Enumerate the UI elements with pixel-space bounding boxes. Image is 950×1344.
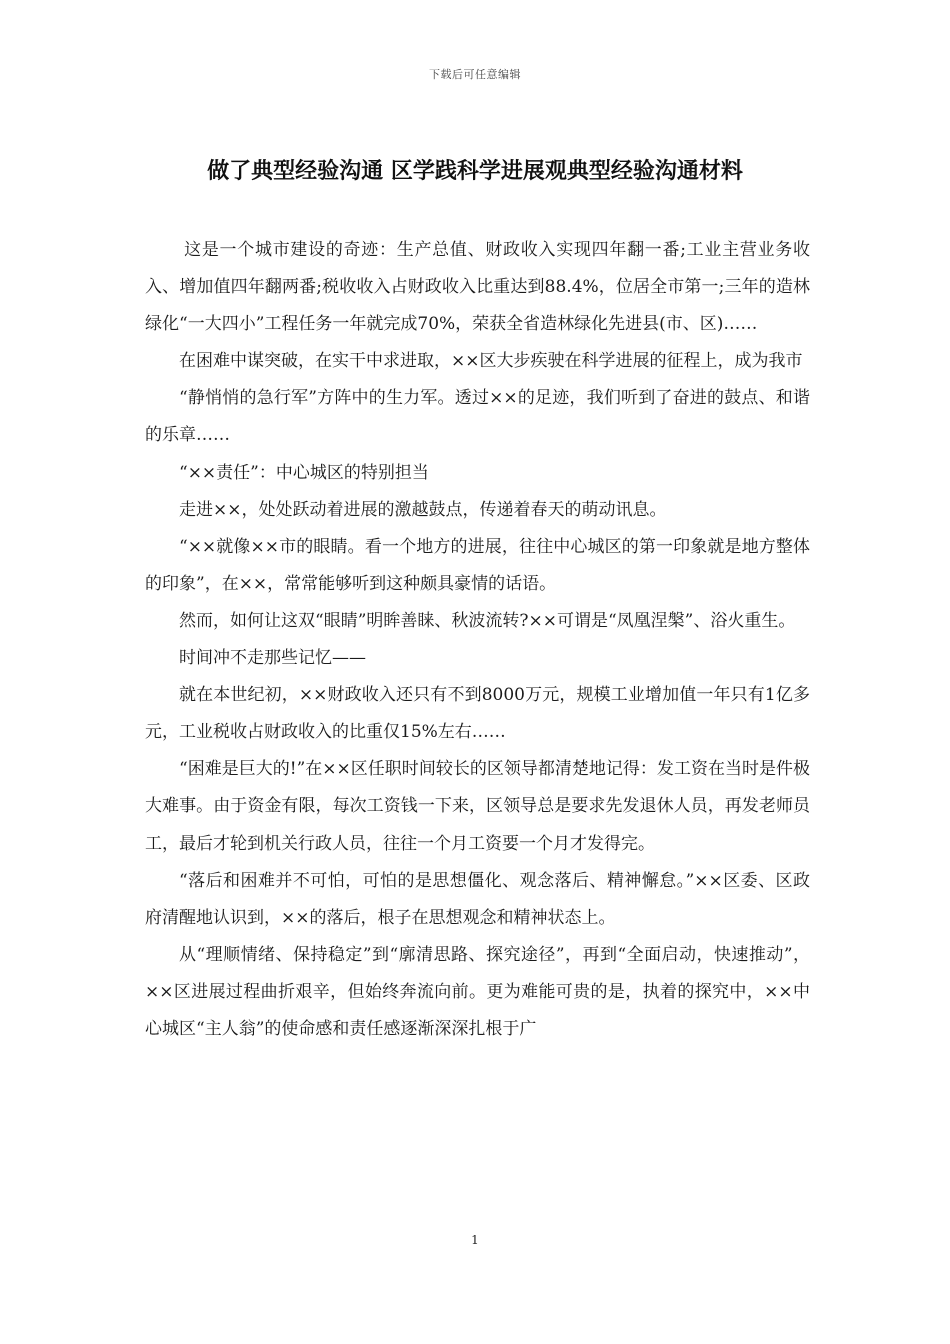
document-title: 做了典型经验沟通 区学践科学进展观典型经验沟通材料 bbox=[207, 158, 743, 184]
paragraph: 走进××，处处跃动着进展的激越鼓点，传递着春天的萌动讯息。 bbox=[179, 499, 667, 520]
paragraph: 时间冲不走那些记忆—— bbox=[179, 648, 366, 669]
paragraph: 就在本世纪初，××财政收入还只有不到8000万元，规模工业增加值一年只有1亿多元，工业税收占财政收入的比重仅15%左右…… bbox=[145, 685, 810, 743]
document-body bbox=[145, 232, 810, 1048]
page-header-note: 下载后可任意编辑 bbox=[429, 68, 521, 81]
paragraph: 这是一个城市建设的奇迹：生产总值、财政收入实现四年翻一番;工业主营业务收入、增加值四年翻两番;税收收入占财政收入比重达到88.4%，位居全市第一;三年的造林绿化“一大四小”工程任务一年就完成70%，荣获全省造林绿化先进县(市、区)…… bbox=[145, 240, 810, 335]
paragraph: “××就像××市的眼睛。看一个地方的进展，往往中心城区的第一印象就是地方整体的印象”，在××，常常能够听到这种颇具豪情的话语。 bbox=[145, 536, 810, 594]
paragraph: “落后和困难并不可怕，可怕的是思想僵化、观念落后、精神懈怠。”××区委、区政府清醒地认识到，××的落后，根子在思想观念和精神状态上。 bbox=[145, 870, 810, 928]
page-number: 1 bbox=[471, 1233, 479, 1247]
paragraph: 从“理顺情绪、保持稳定”到“廓清思路、探究途径”，再到“全面启动，快速推动”，××区进展过程曲折艰辛，但始终奔流向前。更为难能可贵的是，执着的探究中，××中心城区“主人翁”的使命感和责任感逐渐深深扎根于广 bbox=[145, 944, 810, 1039]
paragraph: 在困难中谋突破，在实干中求进取，××区大步疾驶在科学进展的征程上，成为我市 bbox=[179, 351, 803, 372]
section-heading: “××责任”：中心城区的特别担当 bbox=[179, 462, 429, 483]
paragraph: 然而，如何让这双“眼睛”明眸善睐、秋波流转?××可谓是“凤凰涅槃”、浴火重生。 bbox=[179, 610, 796, 631]
paragraph: “困难是巨大的!”在××区任职时间较长的区领导都清楚地记得：发工资在当时是件极大难事。由于资金有限，每次工资钱一下来，区领导总是要求先发退休人员，再发老师员工，最后才轮到机关行政人员，往往一个月工资要一个月才发得完。 bbox=[145, 759, 810, 854]
paragraph: “静悄悄的急行军”方阵中的生力军。透过××的足迹，我们听到了奋进的鼓点、和谐的乐章…… bbox=[145, 388, 810, 446]
